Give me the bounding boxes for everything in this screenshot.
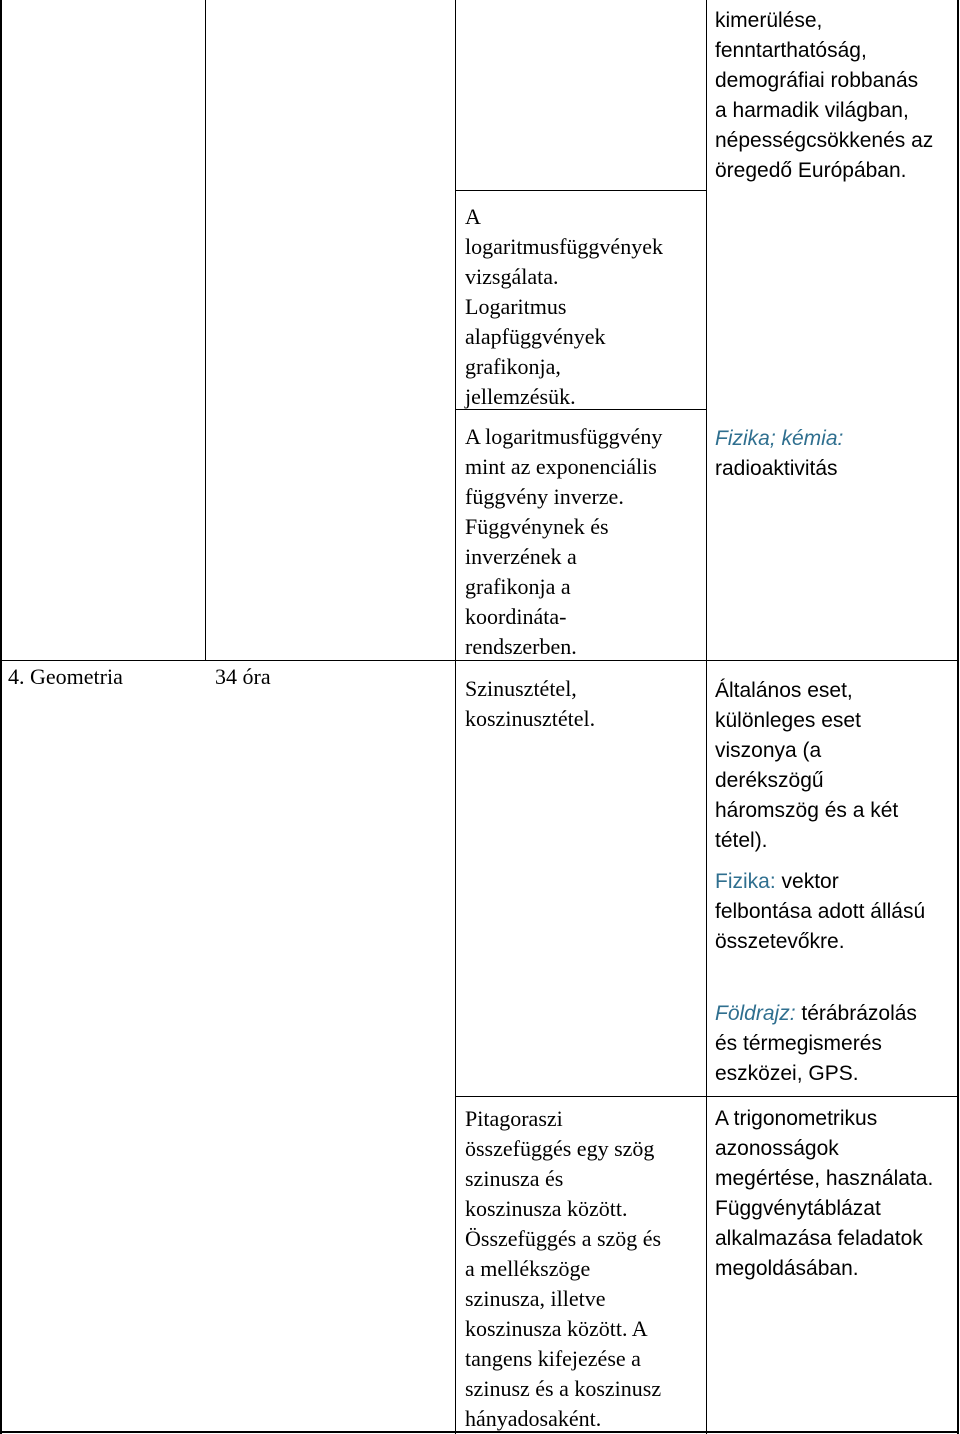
column-divider-1 <box>205 0 206 660</box>
topic-pythagorean-identity: Pitagoraszi összefüggés egy szög szinusza és koszinusza között. Összefüggés a szög és a mellékszöge szinusza, illetve koszinusza között. A tangens kifejezése a szinusz és a koszinusz hányadosaként. <box>465 1106 662 1431</box>
column-divider-3 <box>706 0 707 1434</box>
row-divider-1 <box>455 190 707 191</box>
connection-physics-vector <box>715 867 925 957</box>
topic-sine-cosine-law: Szinusztétel, koszinusztétel. <box>465 676 596 731</box>
topic-logarithm-study: A logaritmusfüggvények vizsgálata. Logaritmus alapfüggvények grafikonja, jellemzésük. <box>465 204 663 409</box>
topic-logarithm-inverse: A logaritmusfüggvény mint az exponenciális függvény inverze. Függvénynek és inverzének a grafikonja a koordináta- rendszerben. <box>465 424 663 659</box>
connection-general-case: Általános eset, különleges eset viszonya (a derékszögű háromszög és a két tétel). <box>715 679 899 852</box>
connection-geography <box>715 999 917 1089</box>
connection-trig-identities: A trigonometrikus azonosságok megértése, használata. Függvénytáblázat alkalmazása feladatok megoldásában. <box>715 1107 934 1280</box>
geography-label: Földrajz: <box>715 1002 796 1025</box>
section-title: 4. Geometria <box>8 664 123 689</box>
physics-prefix: Fizika: <box>715 870 776 893</box>
row-divider-4 <box>455 1096 959 1097</box>
table-border-right <box>957 0 959 1434</box>
column-divider-2 <box>455 0 456 1434</box>
physics-vector-text: vektor felbontása adott állású összetevőkre. <box>715 870 926 953</box>
connection-demography: kimerülése, fenntarthatóság, demográfiai robbanás a harmadik világban, népességcsökkenés az öregedő Európában. <box>715 9 934 182</box>
geography-text: térábrázolás és térmegismerés eszközei, GPS. <box>715 1002 917 1085</box>
physics-chemistry-text: radioaktivitás <box>715 457 838 480</box>
connection-physics-chemistry <box>715 424 843 484</box>
physics-chemistry-label: Fizika; kémia: <box>715 427 844 450</box>
section-hours: 34 óra <box>215 664 271 689</box>
table-border-left <box>0 0 2 1434</box>
